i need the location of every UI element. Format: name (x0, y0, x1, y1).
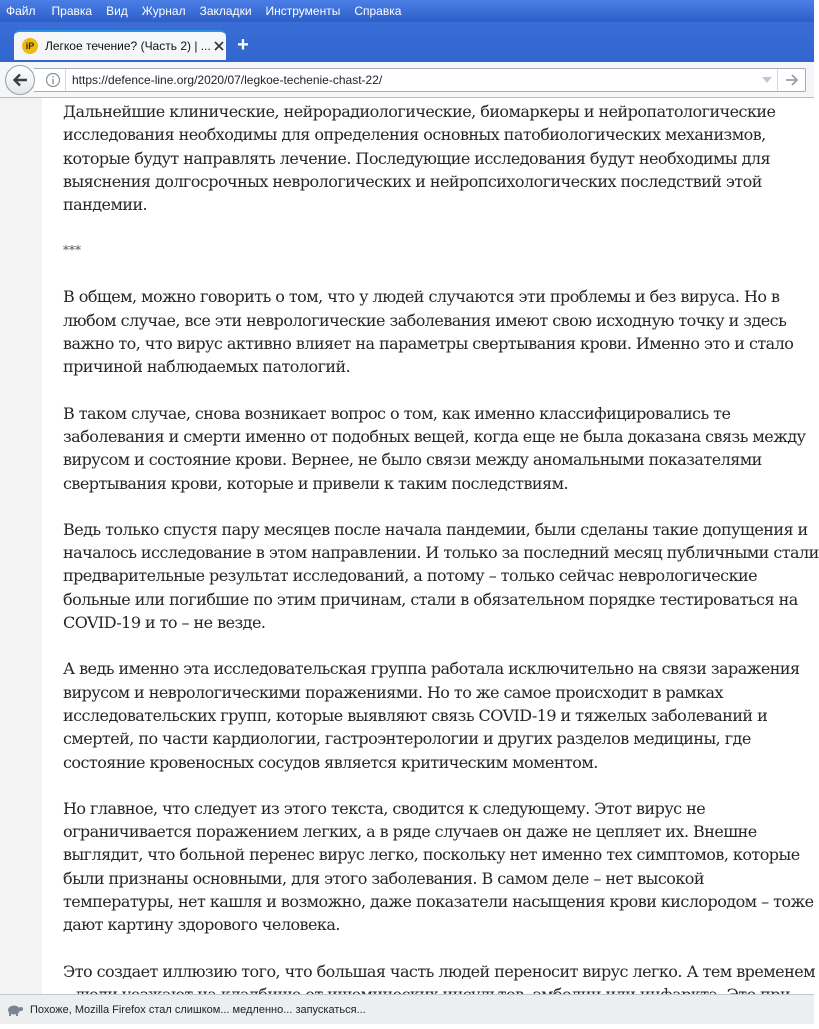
paragraph (63, 518, 819, 634)
menu-view[interactable]: Вид (106, 4, 128, 18)
menu-help[interactable]: Справка (354, 4, 402, 18)
menu-history[interactable]: Журнал (141, 4, 186, 18)
text-line: В таком случае, снова возникает вопрос о том, как именно классифицировались те (63, 403, 731, 423)
text-line: предварительные результат исследований, а потому – только сейчас неврологические (63, 566, 758, 586)
text-line: больные или погибшие по этим причинам, стали в обязательном порядке тестироваться на (63, 589, 798, 609)
site-favicon-icon: iP (22, 38, 38, 54)
status-bar (0, 994, 814, 1024)
text-line: Но главное, что следует из этого текста, сводится к следующему. Этот вирус не (63, 798, 706, 818)
paragraph (63, 797, 814, 937)
left-margin (0, 98, 42, 994)
text-line: ограничивается поражением легких, а в ряде случаев он даже не цепляет их. Внешне (63, 822, 757, 842)
tab-strip (0, 22, 814, 62)
text-line: началось исследование в этом направлении. И только за последний месяц публичными стали (63, 543, 819, 563)
text-line: Дальнейшие клинические, нейрорадиологические, биомаркеры и нейропатологические (63, 102, 776, 121)
url-text[interactable]: https://defence-line.org/2020/07/legkoe-techenie-chast-22/ (72, 73, 383, 87)
go-arrow-icon[interactable] (777, 69, 805, 91)
paragraph (63, 100, 811, 216)
paragraph (63, 402, 811, 495)
text-line: COVID-19 и то – не везде. (63, 613, 266, 633)
new-tab-button[interactable]: + (237, 34, 249, 56)
paragraph (63, 285, 811, 378)
navigation-bar (0, 62, 814, 98)
text-line: исследования необходимы для определения основных патобиологических механизмов, (63, 125, 766, 145)
text-line: вирусом и неврологическими поражениями. Но то же самое происходит в рамках (63, 682, 724, 702)
back-arrow-icon (12, 73, 28, 87)
text-line: вирусом и состояние крови. Вернее, не было связи между аномальными показателями (63, 450, 762, 470)
text-line: выглядит, что больной перенес вирус легко, поскольку нет именно тех симптомов, которые (63, 845, 800, 865)
text-line: выяснения долгосрочных неврологических и нейропсихологических последствий этой (63, 171, 762, 191)
text-line: состояние кровеносных сосудов является критическим моментом. (63, 752, 598, 772)
back-button[interactable] (5, 65, 35, 95)
text-line: были признаны основными, для этого заболевания. В самом деле – нет высокой (63, 868, 704, 888)
text-line: Это создает иллюзию того, что большая часть людей переносит вирус легко. А тем временем (63, 961, 816, 981)
turtle-icon (6, 1002, 24, 1018)
menu-file[interactable]: Файл (6, 4, 36, 18)
info-icon[interactable] (40, 69, 66, 91)
text-line: смертей, по части кардиологии, гастроэнтерологии и других разделов медицины, где (63, 729, 751, 749)
section-separator: *** (63, 243, 81, 258)
text-line: причиной наблюдаемых патологий. (63, 357, 351, 377)
url-bar[interactable] (34, 68, 806, 92)
text-line: В общем, можно говорить о том, что у людей случаются эти проблемы и без вируса. Но в (63, 287, 780, 307)
menu-edit[interactable]: Правка (51, 4, 93, 18)
chevron-down-icon[interactable] (757, 69, 777, 91)
text-line: важно то, что вирус активно влияет на параметры свертывания крови. Именно это и стало (63, 334, 794, 354)
close-icon[interactable] (211, 38, 227, 54)
text-line: исследовательских групп, которые выявляют связь COVID-19 и тяжелых заболеваний и (63, 705, 768, 725)
text-line: А ведь именно эта исследовательская группа работала исключительно на связи заражения (63, 659, 800, 679)
menu-bar (0, 0, 814, 22)
article-body (63, 100, 819, 1029)
text-line: температуры, нет кашля и возможно, даже показатели насыщения крови кислородом – тоже (63, 892, 814, 912)
text-line: пандемии. (63, 195, 148, 215)
status-message[interactable]: Похоже, Mozilla Firefox стал слишком... медленно... запускаться... (30, 1003, 366, 1016)
text-line: Ведь только спустя пару месяцев после начала пандемии, были сделаны такие допущения и (63, 519, 808, 539)
menu-tools[interactable]: Инструменты (265, 4, 341, 18)
text-line: дают картину здорового человека. (63, 915, 340, 935)
paragraph (63, 657, 811, 773)
text-line: свертывания крови, которые и привели к таким последствиям. (63, 473, 569, 493)
tab-active[interactable] (14, 30, 226, 60)
text-line: которые будут направлять лечение. Последующие исследования будут необходимы для (63, 148, 771, 168)
menu-bookmarks[interactable]: Закладки (199, 4, 252, 18)
tab-title: Легкое течение? (Часть 2) | ... (45, 39, 211, 53)
text-line: любом случае, все эти неврологические заболевания имеют свою исходную точку и здесь (63, 310, 787, 330)
page-content[interactable] (0, 98, 819, 994)
text-line: заболевания и смерти именно от подобных вещей, когда еще не была доказана связь между (63, 426, 806, 446)
